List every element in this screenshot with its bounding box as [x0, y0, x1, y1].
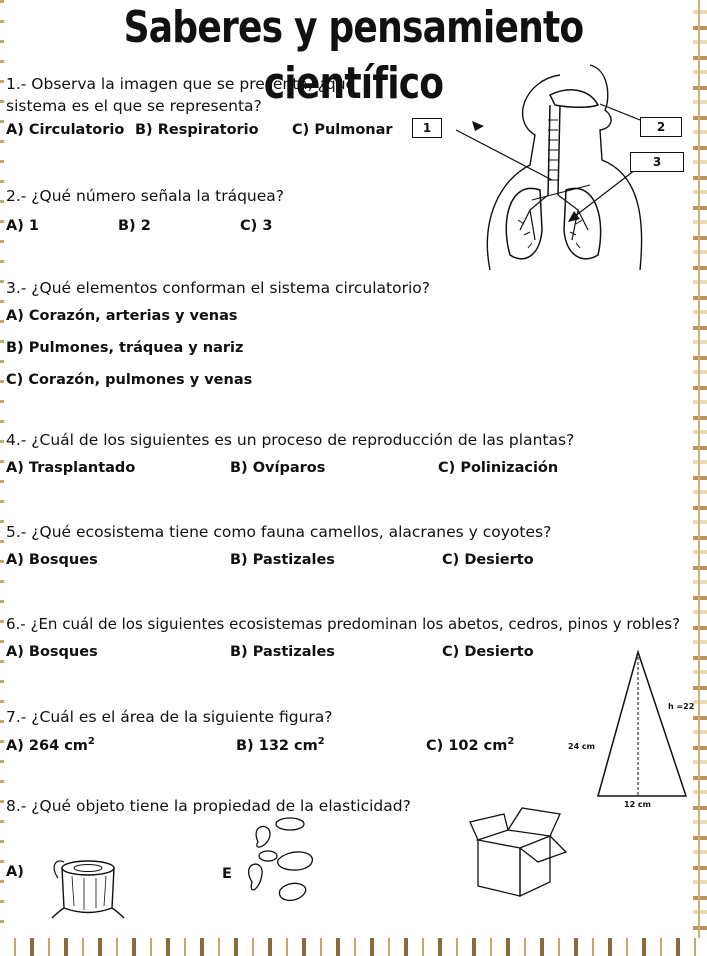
- triangle-height-label: h =22: [668, 702, 695, 711]
- q7-option-b-exponent: 2: [317, 736, 325, 747]
- diagram-label-1: 1: [412, 118, 442, 138]
- q3-option-b[interactable]: B) Pulmones, tráquea y nariz: [6, 340, 244, 356]
- q6-option-a[interactable]: A) Bosques: [6, 644, 98, 660]
- q2-option-c[interactable]: C) 3: [240, 218, 273, 234]
- q7-option-b[interactable]: [236, 736, 325, 754]
- q4-option-b[interactable]: B) Ovíparos: [230, 460, 326, 476]
- cardboard-box-image[interactable]: [468, 800, 568, 900]
- question-1-line1: 1.- Observa la imagen que se presenta, ¿qué: [6, 75, 356, 93]
- q2-option-b[interactable]: B) 2: [118, 218, 151, 234]
- q6-option-b[interactable]: B) Pastizales: [230, 644, 335, 660]
- q1-option-a[interactable]: A) Circulatorio: [6, 122, 125, 138]
- triangle-base-label: 12 cm: [624, 800, 651, 809]
- question-3: 3.- ¿Qué elementos conforman el sistema circulatorio?: [6, 279, 430, 297]
- question-4: 4.- ¿Cuál de los siguientes es un proceso de reproducción de las plantas?: [6, 431, 575, 449]
- q8-option-a[interactable]: A): [6, 864, 24, 880]
- rubber-bands-image[interactable]: [230, 812, 330, 912]
- q7-option-a-text: A) 264 cm: [6, 737, 88, 754]
- diagram-label-2: 2: [640, 117, 682, 137]
- q7-option-c-exponent: 2: [507, 736, 515, 747]
- q1-option-b[interactable]: B) Respiratorio: [135, 122, 259, 138]
- tree-stump-image[interactable]: [50, 858, 125, 920]
- q5-option-b[interactable]: B) Pastizales: [230, 552, 335, 568]
- q7-option-a-exponent: 2: [87, 736, 95, 747]
- decorative-border-left: [0, 0, 4, 956]
- q7-option-a[interactable]: [6, 736, 95, 754]
- q3-option-c[interactable]: C) Corazón, pulmones y venas: [6, 372, 253, 388]
- q4-option-a[interactable]: A) Trasplantado: [6, 460, 136, 476]
- question-5: 5.- ¿Qué ecosistema tiene como fauna camellos, alacranes y coyotes?: [6, 523, 552, 541]
- q4-option-c[interactable]: C) Polinización: [438, 460, 559, 476]
- q6-option-c[interactable]: C) Desierto: [442, 644, 534, 660]
- q3-option-a[interactable]: A) Corazón, arterias y venas: [6, 308, 238, 324]
- question-2: 2.- ¿Qué número señala la tráquea?: [6, 187, 285, 205]
- question-1-line2: sistema es el que se representa?: [6, 97, 262, 115]
- diagram-label-3: 3: [630, 152, 684, 172]
- q7-option-b-text: B) 132 cm: [236, 737, 318, 754]
- question-8: 8.- ¿Qué objeto tiene la propiedad de la elasticidad?: [6, 797, 411, 815]
- question-6: 6.- ¿En cuál de los siguientes ecosistemas predominan los abetos, cedros, pinos y robles?: [6, 615, 681, 633]
- q2-option-a[interactable]: A) 1: [6, 218, 39, 234]
- q8-option-b[interactable]: E: [222, 866, 232, 882]
- q1-option-c[interactable]: C) Pulmonar: [292, 122, 393, 138]
- q7-option-c[interactable]: [426, 736, 514, 754]
- page-title: Saberes y pensamiento científico: [123, 2, 584, 109]
- question-7: 7.- ¿Cuál es el área de la siguiente figura?: [6, 708, 333, 726]
- triangle-side-label: 24 cm: [568, 742, 595, 751]
- decorative-border-bottom: [0, 938, 707, 956]
- q5-option-c[interactable]: C) Desierto: [442, 552, 534, 568]
- decorative-border-right: [693, 0, 707, 956]
- triangle-figure: [590, 650, 695, 800]
- q7-option-c-text: C) 102 cm: [426, 737, 508, 754]
- q5-option-a[interactable]: A) Bosques: [6, 552, 98, 568]
